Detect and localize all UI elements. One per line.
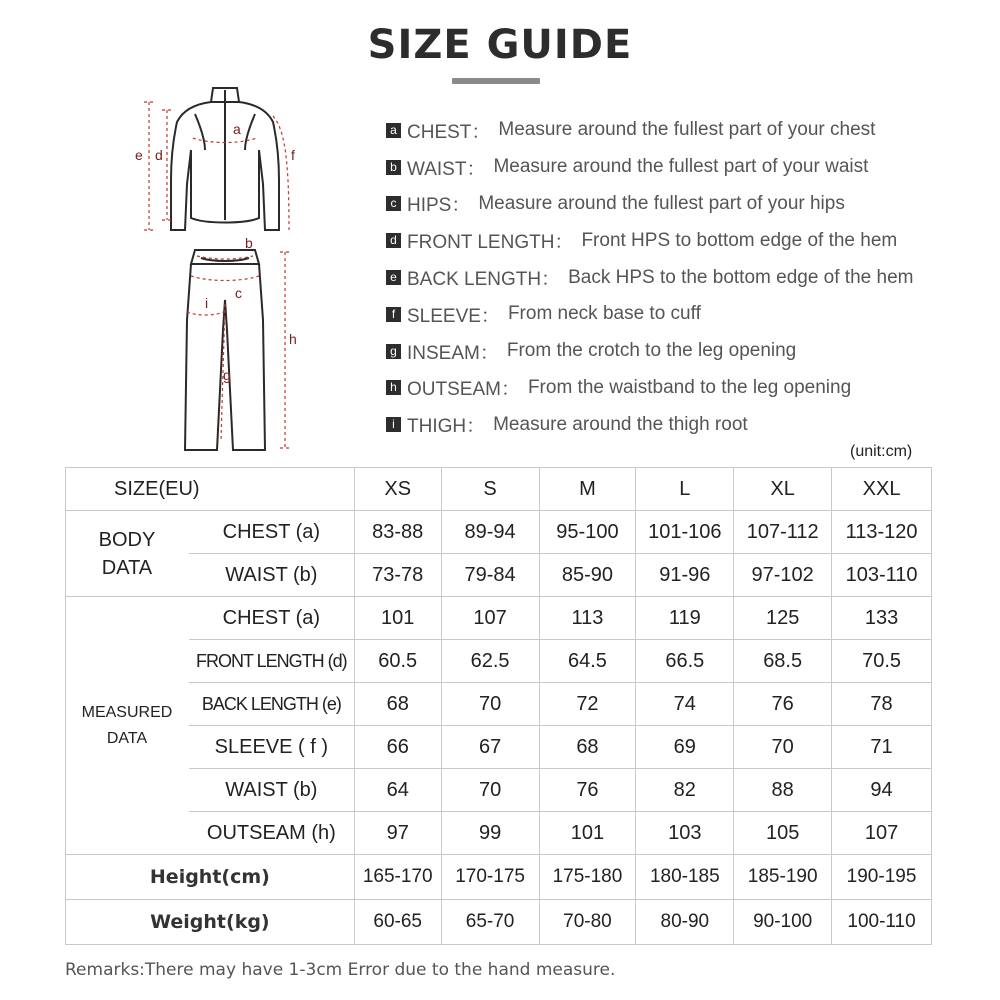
size-col-header: L (636, 468, 734, 511)
table-row (66, 683, 932, 726)
table-cell: 64.5 (539, 640, 636, 683)
letter-badge: f (386, 307, 401, 322)
table-cell: 94 (832, 769, 932, 812)
table-cell: 101-106 (636, 511, 734, 554)
table-cell: 95-100 (539, 511, 636, 554)
table-cell: 73-78 (354, 554, 441, 597)
table-cell: 66.5 (636, 640, 734, 683)
table-cell: 103-110 (832, 554, 932, 597)
table-row (66, 511, 932, 554)
legend-desc: Measure around the thigh root (493, 413, 748, 435)
legend-row-a (386, 112, 986, 149)
table-cell: 91-96 (636, 554, 734, 597)
label-c: c (235, 285, 242, 301)
table-row (66, 597, 932, 640)
table-cell: 119 (636, 597, 734, 640)
letter-badge: d (386, 233, 401, 248)
row-label: WAIST (b) (188, 769, 354, 812)
table-cell: 170-175 (441, 855, 539, 900)
letter-badge: g (386, 344, 401, 359)
legend-row-b (386, 149, 986, 186)
legend-row-h (386, 370, 986, 407)
weight-label: Weight(kg) (66, 900, 355, 945)
table-cell: 107 (832, 812, 932, 855)
legend-term: FRONT LENGTH： (407, 232, 574, 254)
size-col-header: M (539, 468, 636, 511)
table-cell: 165-170 (354, 855, 441, 900)
table-cell: 68 (354, 683, 441, 726)
letter-badge: i (386, 417, 401, 432)
body-data-group (66, 511, 189, 597)
label-g: g (223, 367, 231, 383)
legend-desc: Back HPS to the bottom edge of the hem (568, 266, 914, 288)
table-row (66, 769, 932, 812)
weight-row (66, 900, 932, 945)
garment-illustration (125, 80, 325, 460)
row-label: OUTSEAM (h) (188, 812, 354, 855)
table-cell: 82 (636, 769, 734, 812)
measurement-legend (386, 112, 986, 443)
size-col-header: XXL (832, 468, 932, 511)
legend-row-e (386, 259, 986, 296)
group-label-line1: MEASURED (81, 703, 173, 721)
label-d: d (155, 147, 163, 163)
table-cell: 70 (441, 683, 539, 726)
table-cell: 80-90 (636, 900, 734, 945)
height-label: Height(cm) (66, 855, 355, 900)
height-row (66, 855, 932, 900)
size-col-header: XS (354, 468, 441, 511)
header-row (66, 468, 932, 511)
legend-term: WAIST： (407, 158, 486, 180)
label-e: e (135, 147, 143, 163)
title-underline (452, 78, 540, 84)
table-cell: 64 (354, 769, 441, 812)
group-label-line2: DATA (106, 729, 148, 747)
table-cell: 97 (354, 812, 441, 855)
table-cell: 90-100 (734, 900, 832, 945)
table-cell: 88 (734, 769, 832, 812)
table-row (66, 554, 932, 597)
table-cell: 185-190 (734, 855, 832, 900)
label-f: f (291, 147, 295, 163)
legend-desc: Measure around the fullest part of your chest (498, 119, 876, 141)
legend-desc: Front HPS to bottom edge of the hem (581, 229, 898, 251)
letter-badge: b (386, 160, 401, 175)
table-cell: 105 (734, 812, 832, 855)
size-table (65, 467, 932, 945)
table-cell: 85-90 (539, 554, 636, 597)
legend-desc: From the waistband to the leg opening (527, 376, 852, 398)
table-cell: 60-65 (354, 900, 441, 945)
legend-term: INSEAM： (407, 342, 499, 364)
legend-term: BACK LENGTH： (407, 269, 561, 291)
table-cell: 79-84 (441, 554, 539, 597)
remarks-note: Remarks:There may have 1-3cm Error due to the hand measure. (65, 960, 616, 980)
table-row (66, 726, 932, 769)
table-cell: 113-120 (832, 511, 932, 554)
size-col-header: XL (734, 468, 832, 511)
table-cell: 65-70 (441, 900, 539, 945)
row-label: SLEEVE ( f ) (188, 726, 354, 769)
legend-row-c (386, 186, 986, 223)
table-cell: 66 (354, 726, 441, 769)
table-cell: 60.5 (354, 640, 441, 683)
table-cell: 78 (832, 683, 932, 726)
page-title: SIZE GUIDE (367, 22, 633, 68)
row-label: CHEST (a) (188, 511, 354, 554)
letter-badge: h (386, 380, 401, 395)
table-cell: 70-80 (539, 900, 636, 945)
legend-row-d (386, 222, 986, 259)
table-cell: 70 (441, 769, 539, 812)
table-cell: 107-112 (734, 511, 832, 554)
table-cell: 74 (636, 683, 734, 726)
table-cell: 180-185 (636, 855, 734, 900)
table-cell: 113 (539, 597, 636, 640)
table-cell: 70 (734, 726, 832, 769)
legend-term: SLEEVE： (407, 305, 500, 327)
table-cell: 133 (832, 597, 932, 640)
table-cell: 76 (539, 769, 636, 812)
group-label-line1: BODY (98, 528, 156, 551)
table-cell: 100-110 (832, 900, 932, 945)
table-cell: 67 (441, 726, 539, 769)
unit-note: (unit:cm) (850, 443, 913, 460)
legend-row-f (386, 296, 986, 333)
table-cell: 72 (539, 683, 636, 726)
legend-row-g (386, 333, 986, 370)
row-label: CHEST (a) (188, 597, 354, 640)
table-cell: 62.5 (441, 640, 539, 683)
legend-term: CHEST： (407, 121, 491, 143)
table-cell: 69 (636, 726, 734, 769)
table-cell: 125 (734, 597, 832, 640)
table-cell: 103 (636, 812, 734, 855)
legend-row-i (386, 406, 986, 443)
table-cell: 71 (832, 726, 932, 769)
label-h: h (289, 331, 297, 347)
letter-badge: c (386, 196, 401, 211)
legend-desc: From neck base to cuff (507, 303, 701, 325)
legend-term: OUTSEAM： (407, 379, 520, 401)
label-b: b (245, 235, 253, 251)
legend-term: HIPS： (407, 195, 471, 217)
table-cell: 107 (441, 597, 539, 640)
row-label: FRONT LENGTH (d) (188, 640, 354, 683)
table-cell: 175-180 (539, 855, 636, 900)
table-cell: 190-195 (832, 855, 932, 900)
legend-desc: Measure around the fullest part of your waist (493, 156, 869, 178)
table-cell: 101 (539, 812, 636, 855)
table-row (66, 812, 932, 855)
table-cell: 68.5 (734, 640, 832, 683)
table-cell: 97-102 (734, 554, 832, 597)
row-label: WAIST (b) (188, 554, 354, 597)
size-header-label: SIZE(EU) (66, 468, 355, 511)
letter-badge: e (386, 270, 401, 285)
table-cell: 70.5 (832, 640, 932, 683)
group-label-line2: DATA (101, 556, 153, 579)
table-cell: 68 (539, 726, 636, 769)
legend-desc: From the crotch to the leg opening (506, 340, 797, 362)
table-row (66, 640, 932, 683)
table-cell: 89-94 (441, 511, 539, 554)
legend-term: THIGH： (407, 416, 486, 438)
label-a: a (233, 121, 241, 137)
size-col-header: S (441, 468, 539, 511)
table-cell: 76 (734, 683, 832, 726)
legend-desc: Measure around the fullest part of your hips (478, 192, 845, 214)
label-i: i (205, 295, 209, 311)
letter-badge: a (386, 123, 401, 138)
measured-data-group (66, 597, 189, 855)
row-label: BACK LENGTH (e) (188, 683, 354, 726)
table-cell: 99 (441, 812, 539, 855)
table-cell: 83-88 (354, 511, 441, 554)
table-cell: 101 (354, 597, 441, 640)
